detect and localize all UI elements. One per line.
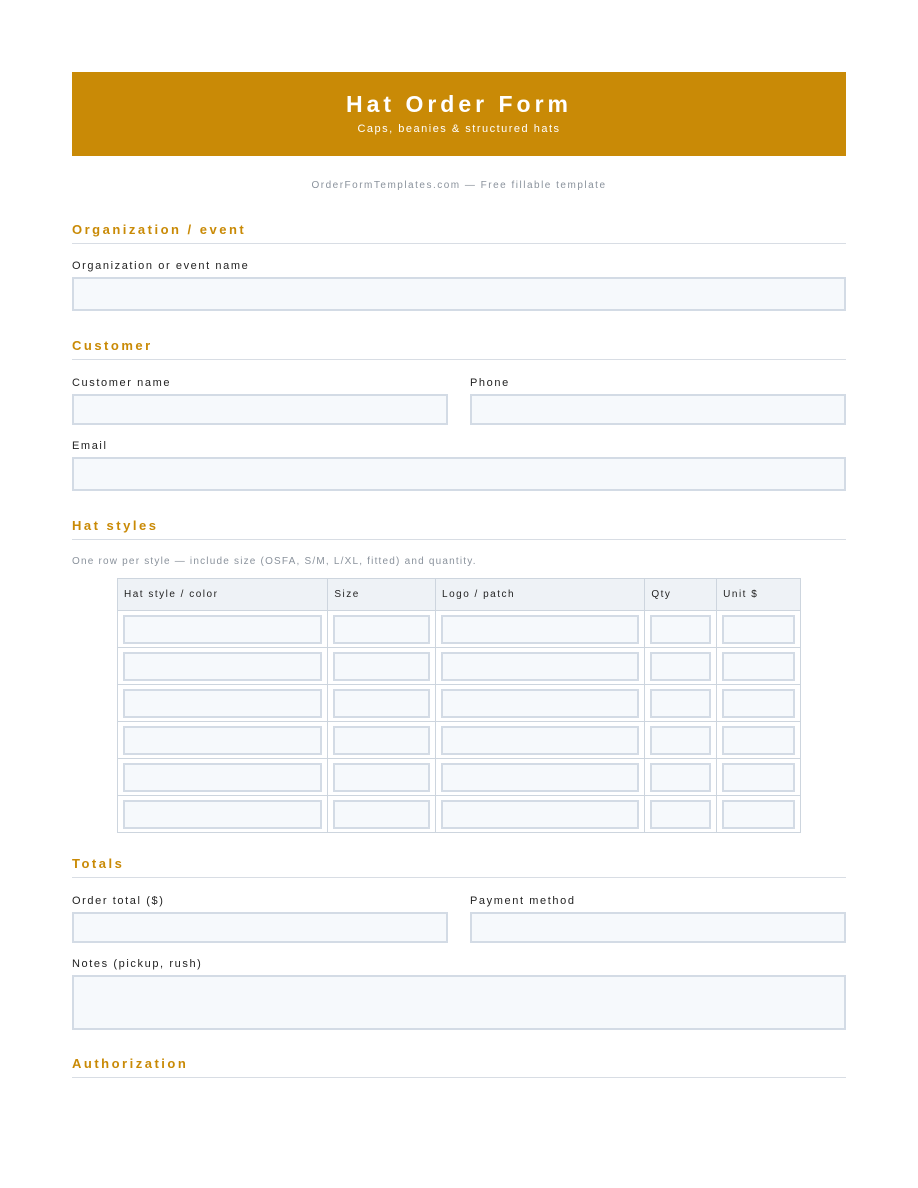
table-cell-unit-price xyxy=(717,648,801,685)
table-cell-size xyxy=(328,759,436,796)
qty-input[interactable] xyxy=(650,652,711,681)
unit-price-input[interactable] xyxy=(722,689,795,718)
logo-input[interactable] xyxy=(441,652,639,681)
column-header-logo: Logo / patch xyxy=(436,579,645,611)
hat-style-input[interactable] xyxy=(123,615,322,644)
section-authorization xyxy=(72,1056,846,1078)
notes-label: Notes (pickup, rush) xyxy=(72,958,203,970)
qty-input[interactable] xyxy=(650,615,711,644)
order-form-page xyxy=(72,72,846,1078)
size-input[interactable] xyxy=(333,615,430,644)
phone-label: Phone xyxy=(470,377,510,389)
unit-price-input[interactable] xyxy=(722,652,795,681)
qty-input[interactable] xyxy=(650,800,711,829)
hat-style-input[interactable] xyxy=(123,652,322,681)
unit-price-input[interactable] xyxy=(722,615,795,644)
table-cell-qty xyxy=(645,796,717,833)
section-hat-styles xyxy=(72,518,846,833)
size-input[interactable] xyxy=(333,763,430,792)
column-header-unit-price: Unit $ xyxy=(717,579,801,611)
table-cell-qty xyxy=(645,611,717,648)
qty-input[interactable] xyxy=(650,763,711,792)
hat-styles-hint: One row per style — include size (OSFA, S/M, L/XL, fitted) and quantity. xyxy=(72,556,477,567)
hat-style-input[interactable] xyxy=(123,689,322,718)
section-heading-authorization: Authorization xyxy=(72,1056,846,1078)
column-header-hat-style: Hat style / color xyxy=(118,579,328,611)
table-cell-unit-price xyxy=(717,685,801,722)
table-row xyxy=(118,759,801,796)
hat-styles-table xyxy=(117,578,801,833)
size-input[interactable] xyxy=(333,800,430,829)
qty-input[interactable] xyxy=(650,726,711,755)
table-cell-qty xyxy=(645,722,717,759)
source-line: OrderFormTemplates.com — Free fillable template xyxy=(311,180,607,191)
phone-field[interactable] xyxy=(470,394,846,425)
table-header-row xyxy=(118,579,801,611)
org-name-field[interactable] xyxy=(72,277,846,311)
order-total-field[interactable] xyxy=(72,912,448,943)
section-heading-hat-styles: Hat styles xyxy=(72,518,846,540)
table-cell-size xyxy=(328,648,436,685)
unit-price-input[interactable] xyxy=(722,726,795,755)
table-cell-logo xyxy=(436,722,645,759)
table-row xyxy=(118,796,801,833)
header-banner xyxy=(72,72,846,156)
table-cell-logo xyxy=(436,648,645,685)
table-cell-hat-style xyxy=(118,759,328,796)
size-input[interactable] xyxy=(333,726,430,755)
page-subtitle: Caps, beanies & structured hats xyxy=(357,123,561,135)
section-organization xyxy=(72,222,846,311)
table-row xyxy=(118,685,801,722)
unit-price-input[interactable] xyxy=(722,800,795,829)
table-cell-hat-style xyxy=(118,796,328,833)
table-row xyxy=(118,648,801,685)
section-heading-customer: Customer xyxy=(72,338,846,360)
table-cell-logo xyxy=(436,796,645,833)
table-cell-size xyxy=(328,722,436,759)
section-heading-organization: Organization / event xyxy=(72,222,846,244)
table-cell-logo xyxy=(436,759,645,796)
customer-name-field[interactable] xyxy=(72,394,448,425)
table-cell-unit-price xyxy=(717,759,801,796)
email-label: Email xyxy=(72,440,108,452)
table-cell-unit-price xyxy=(717,722,801,759)
table-cell-qty xyxy=(645,685,717,722)
payment-method-label: Payment method xyxy=(470,895,576,907)
unit-price-input[interactable] xyxy=(722,763,795,792)
org-name-label: Organization or event name xyxy=(72,260,250,272)
page-title: Hat Order Form xyxy=(346,91,572,117)
email-field[interactable] xyxy=(72,457,846,491)
table-row xyxy=(118,611,801,648)
section-totals xyxy=(72,856,846,1030)
table-cell-size xyxy=(328,796,436,833)
logo-input[interactable] xyxy=(441,615,639,644)
hat-style-input[interactable] xyxy=(123,726,322,755)
payment-method-field[interactable] xyxy=(470,912,846,943)
table-cell-unit-price xyxy=(717,611,801,648)
table-row xyxy=(118,722,801,759)
notes-field[interactable] xyxy=(72,975,846,1030)
table-cell-qty xyxy=(645,759,717,796)
table-cell-qty xyxy=(645,648,717,685)
table-cell-unit-price xyxy=(717,796,801,833)
table-cell-logo xyxy=(436,611,645,648)
table-cell-logo xyxy=(436,685,645,722)
table-cell-hat-style xyxy=(118,685,328,722)
hat-style-input[interactable] xyxy=(123,800,322,829)
qty-input[interactable] xyxy=(650,689,711,718)
logo-input[interactable] xyxy=(441,689,639,718)
column-header-size: Size xyxy=(328,579,436,611)
hat-style-input[interactable] xyxy=(123,763,322,792)
table-cell-hat-style xyxy=(118,722,328,759)
table-cell-size xyxy=(328,685,436,722)
section-customer xyxy=(72,338,846,491)
hat-styles-rows xyxy=(118,611,801,833)
size-input[interactable] xyxy=(333,652,430,681)
size-input[interactable] xyxy=(333,689,430,718)
customer-name-label: Customer name xyxy=(72,377,172,389)
table-cell-hat-style xyxy=(118,611,328,648)
logo-input[interactable] xyxy=(441,800,639,829)
table-cell-size xyxy=(328,611,436,648)
logo-input[interactable] xyxy=(441,763,639,792)
order-total-label: Order total ($) xyxy=(72,895,165,907)
logo-input[interactable] xyxy=(441,726,639,755)
table-cell-hat-style xyxy=(118,648,328,685)
section-heading-totals: Totals xyxy=(72,856,846,878)
column-header-qty: Qty xyxy=(645,579,717,611)
